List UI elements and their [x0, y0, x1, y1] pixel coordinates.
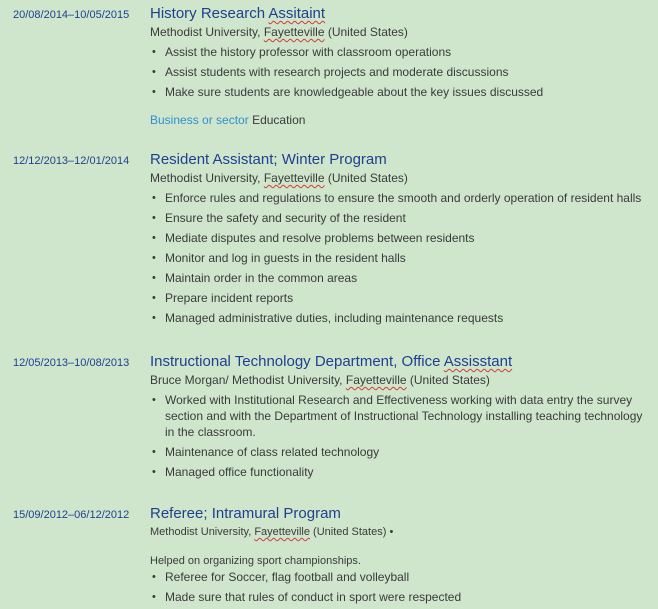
entry-bullets: [150, 569, 650, 605]
entry-title: Resident Assistant; Winter Program: [150, 151, 387, 168]
entry-title-text: History Research: [150, 5, 269, 22]
entry-dates: 20/08/2014–10/05/2015: [13, 9, 130, 21]
sector-value: Education: [252, 113, 306, 127]
bullet-item: • Assist the history professor with classroom operations: [150, 44, 650, 60]
bullet-item: • Managed administrative duties, including maintenance requests: [150, 310, 650, 326]
bullet-item: • Maintain order in the common areas: [150, 270, 650, 286]
entry-content: [150, 150, 650, 330]
org-country: (United States): [406, 373, 490, 387]
bullet-item: • Referee for Soccer, flag football and volleyball: [150, 569, 650, 585]
org-name: Methodist University,: [150, 171, 264, 185]
bullet-item: • Prepare incident reports: [150, 290, 650, 306]
entry-dates: 12/12/2013–12/01/2014: [13, 155, 130, 167]
entry-dates: 12/05/2013–10/08/2013: [13, 357, 130, 369]
bullet-item: • Assist students with research projects and moderate discussions: [150, 64, 650, 80]
entry-description: Helped on organizing sport championships.: [150, 555, 361, 567]
org-city: Fayetteville: [263, 25, 325, 39]
entry-bullets: [150, 190, 650, 326]
org-city: Fayetteville: [254, 526, 310, 538]
org-country: (United States) •: [309, 526, 394, 538]
bullet-item: • Make sure students are knowledgeable about the key issues discussed: [150, 84, 650, 100]
entry-organization: [150, 372, 650, 388]
bullet-item: • Worked with Institutional Research and Effectiveness working with data entry the survey section and with the Department of Instructional Technology installing teaching technology in the classroom.: [150, 392, 650, 440]
entry-sector: [150, 112, 650, 128]
org-city: Fayetteville: [345, 373, 407, 387]
org-country: (United States): [324, 171, 408, 185]
entry-title: [150, 352, 650, 371]
entry-content: [150, 352, 650, 484]
bullet-item: • Maintenance of class related technology: [150, 444, 650, 460]
org-city: Fayetteville: [263, 171, 325, 185]
entry-bullets: [150, 392, 650, 480]
entry-title-misspelled: Assisstant: [443, 353, 513, 370]
entry-title: [150, 4, 650, 23]
bullet-item: • Mediate disputes and resolve problems between residents: [150, 230, 650, 246]
entry-content: [150, 504, 650, 609]
entry-title-misspelled: Assitaint: [268, 5, 326, 22]
entry-organization: [150, 170, 650, 186]
org-name: Methodist University,: [150, 25, 264, 39]
sector-label: Business or sector: [150, 113, 249, 127]
entry-title-text: Instructional Technology Department, Office: [150, 353, 444, 370]
entry-bullets: [150, 44, 650, 100]
entry-title: Referee; Intramural Program: [150, 505, 341, 522]
bullet-item: • Enforce rules and regulations to ensure the smooth and orderly operation of resident halls: [150, 190, 650, 206]
entry-organization: [150, 24, 650, 40]
bullet-item: • Monitor and log in guests in the resident halls: [150, 250, 650, 266]
entry-dates: 15/09/2012–06/12/2012: [13, 509, 130, 521]
entry-organization: [150, 524, 650, 540]
bullet-item: • Made sure that rules of conduct in sport were respected: [150, 589, 650, 605]
org-name: Bruce Morgan/ Methodist University,: [150, 373, 346, 387]
bullet-item: • Managed office functionality: [150, 464, 650, 480]
entry-content: [150, 4, 650, 128]
org-country: (United States): [324, 25, 408, 39]
org-name: Methodist University,: [150, 526, 255, 538]
bullet-item: • Ensure the safety and security of the resident: [150, 210, 650, 226]
